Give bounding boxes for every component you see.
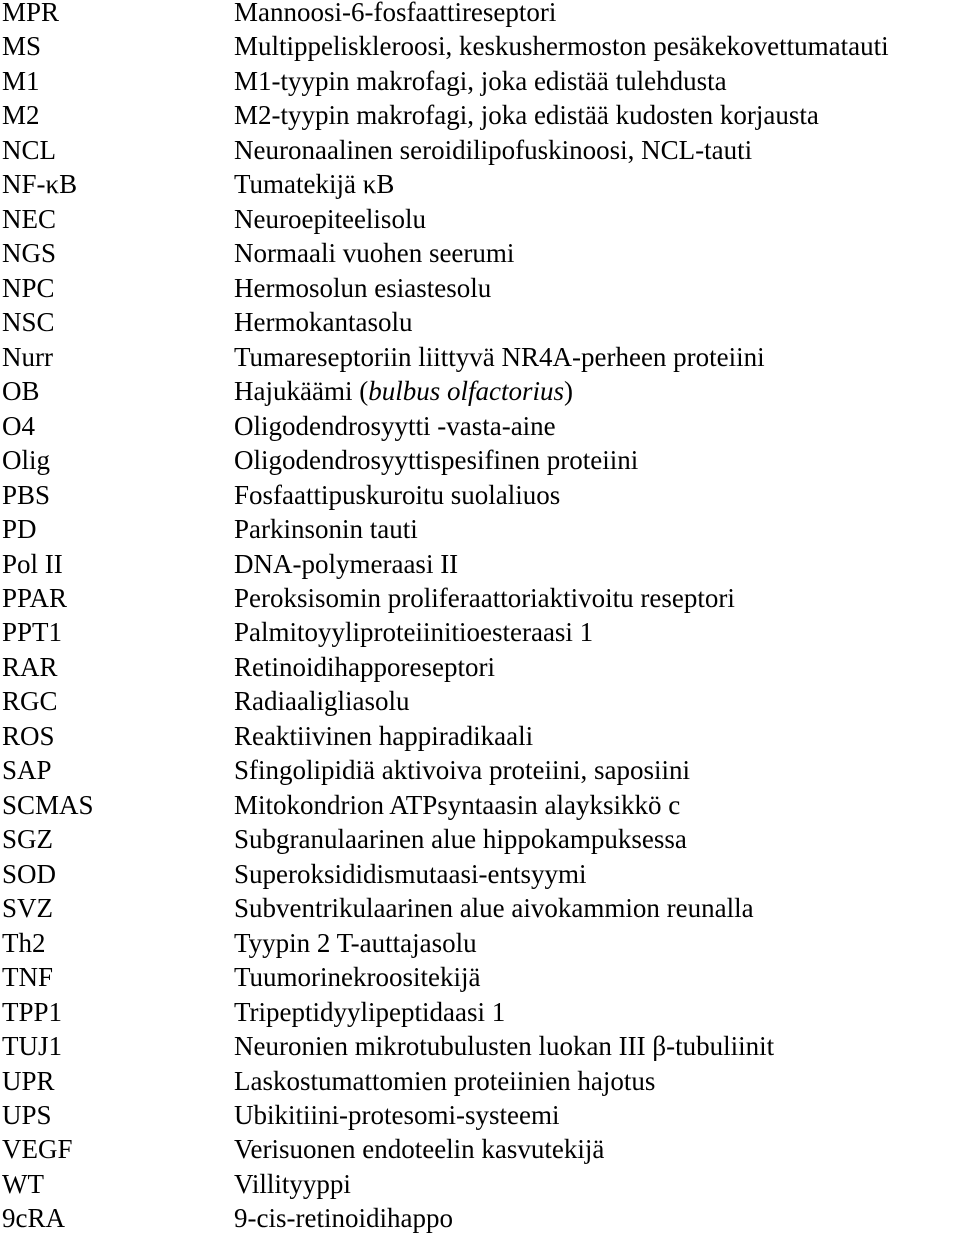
abbreviation-row xyxy=(2,409,960,443)
abbreviation-row xyxy=(2,547,960,581)
abbreviation-row xyxy=(2,615,960,649)
definition: Villityyppi xyxy=(234,1168,351,1199)
abbreviation-row xyxy=(2,29,960,63)
definition: Neuronaalinen seroidilipofuskinoosi, NCL-tauti xyxy=(234,134,753,165)
definition: Mannoosi-6-fosfaattireseptori xyxy=(234,0,557,27)
definition: Tumareseptoriin liittyvä NR4A-perheen proteiini xyxy=(234,341,765,372)
abbreviation-row xyxy=(2,133,960,167)
definition xyxy=(234,374,573,408)
abbreviation-row xyxy=(2,581,960,615)
abbreviation-row xyxy=(2,1064,960,1098)
abbreviation: SAP xyxy=(2,755,52,786)
abbreviation-row xyxy=(2,650,960,684)
abbreviation-row xyxy=(2,512,960,546)
abbreviation: Nurr xyxy=(2,341,53,372)
abbreviation-row xyxy=(2,719,960,753)
abbreviation-list xyxy=(2,0,960,1236)
abbreviation: TNF xyxy=(2,962,54,993)
abbreviation-row xyxy=(2,271,960,305)
abbreviation: Th2 xyxy=(2,927,46,958)
abbreviation: Olig xyxy=(2,445,51,476)
definition-text: ) xyxy=(563,376,573,407)
definition: Hermosolun esiastesolu xyxy=(234,272,492,303)
abbreviation: OB xyxy=(2,376,40,407)
abbreviation: M2 xyxy=(2,100,40,131)
abbreviation-row xyxy=(2,926,960,960)
abbreviation: PD xyxy=(2,514,37,545)
abbreviation-row xyxy=(2,684,960,718)
definition: Tuumorinekroositekijä xyxy=(234,962,481,993)
abbreviation-row xyxy=(2,788,960,822)
abbreviation: RAR xyxy=(2,651,58,682)
abbreviation-row xyxy=(2,1132,960,1166)
abbreviation-row xyxy=(2,995,960,1029)
abbreviation: PBS xyxy=(2,479,51,510)
definition: Retinoidihapporeseptori xyxy=(234,651,495,682)
abbreviation-row xyxy=(2,305,960,339)
abbreviation-row xyxy=(2,374,960,408)
abbreviation-row xyxy=(2,960,960,994)
definition: Mitokondrion ATPsyntaasin alayksikkö c xyxy=(234,789,681,820)
definition: Palmitoyyliproteiinitioesteraasi 1 xyxy=(234,617,594,648)
abbreviation-row xyxy=(2,891,960,925)
abbreviation-row xyxy=(2,167,960,201)
definition: Oligodendrosyytti -vasta-aine xyxy=(234,410,556,441)
abbreviation: NCL xyxy=(2,134,56,165)
abbreviation: NGS xyxy=(2,238,57,269)
definition: 9-cis-retinoidihappo xyxy=(234,1203,453,1234)
abbreviation: M1 xyxy=(2,65,40,96)
abbreviation: PPAR xyxy=(2,582,68,613)
definition: Normaali vuohen seerumi xyxy=(234,238,515,269)
definition-text: Hajukäämi ( xyxy=(234,376,369,407)
abbreviation-row xyxy=(2,1029,960,1063)
abbreviation: 9cRA xyxy=(2,1203,65,1234)
definition: Multippeliskleroosi, keskushermoston pesäkekovettumatauti xyxy=(234,31,889,62)
abbreviation: UPR xyxy=(2,1065,55,1096)
abbreviation: ROS xyxy=(2,720,55,751)
definition: Hermokantasolu xyxy=(234,307,413,338)
definition: Peroksisomin proliferaattoriaktivoitu reseptori xyxy=(234,582,735,613)
definition: Tumatekijä κB xyxy=(234,169,395,200)
definition: Parkinsonin tauti xyxy=(234,514,418,545)
abbreviation-row xyxy=(2,822,960,856)
abbreviation: SGZ xyxy=(2,824,54,855)
abbreviation: UPS xyxy=(2,1100,52,1130)
abbreviation-row xyxy=(2,1167,960,1201)
definition: Radiaaligliasolu xyxy=(234,686,410,717)
abbreviation: VEGF xyxy=(2,1134,73,1165)
abbreviation: NSC xyxy=(2,307,55,338)
definition: M1-tyypin makrofagi, joka edistää tulehdusta xyxy=(234,65,727,96)
abbreviation: SOD xyxy=(2,858,57,889)
definition: Oligodendrosyyttispesifinen proteiini xyxy=(234,445,639,476)
abbreviation: TUJ1 xyxy=(2,1031,62,1062)
latin-term: bulbus olfactorius xyxy=(368,376,564,407)
abbreviation: PPT1 xyxy=(2,617,63,648)
abbreviation-row xyxy=(2,1201,960,1235)
abbreviation-row xyxy=(2,443,960,477)
abbreviation: O4 xyxy=(2,410,35,441)
definition: Subventrikulaarinen alue aivokammion reunalla xyxy=(234,893,754,924)
abbreviation-row xyxy=(2,202,960,236)
abbreviation: Pol II xyxy=(2,548,63,579)
definition: Ubikitiini-protesomi-systeemi xyxy=(234,1100,560,1130)
abbreviation: WT xyxy=(2,1168,44,1199)
abbreviation: MS xyxy=(2,31,42,62)
abbreviation-row xyxy=(2,857,960,891)
definition: Verisuonen endoteelin kasvutekijä xyxy=(234,1134,605,1165)
definition: Superoksididismutaasi-entsyymi xyxy=(234,858,587,889)
definition: Tripeptidyylipeptidaasi 1 xyxy=(234,996,506,1027)
abbreviation: TPP1 xyxy=(2,996,63,1027)
abbreviation: RGC xyxy=(2,686,58,717)
definition: Neuroepiteelisolu xyxy=(234,203,426,234)
definition: Reaktiivinen happiradikaali xyxy=(234,720,534,751)
definition: Neuronien mikrotubulusten luokan III β-tubuliinit xyxy=(234,1031,775,1062)
abbreviation-row xyxy=(2,1098,960,1132)
abbreviation-row xyxy=(2,236,960,270)
abbreviation: SVZ xyxy=(2,893,54,924)
abbreviation-row xyxy=(2,478,960,512)
abbreviation: NPC xyxy=(2,272,55,303)
definition: DNA-polymeraasi II xyxy=(234,548,459,579)
abbreviation-row xyxy=(2,0,960,29)
definition: Laskostumattomien proteiinien hajotus xyxy=(234,1065,656,1096)
definition: Subgranulaarinen alue hippokampuksessa xyxy=(234,824,687,855)
abbreviation-row xyxy=(2,98,960,132)
abbreviation: MPR xyxy=(2,0,60,27)
abbreviation-row xyxy=(2,340,960,374)
abbreviation-row xyxy=(2,64,960,98)
abbreviation: NF-κB xyxy=(2,169,78,200)
definition: Tyypin 2 T-auttajasolu xyxy=(234,927,477,958)
abbreviation-row xyxy=(2,753,960,787)
definition: Fosfaattipuskuroitu suolaliuos xyxy=(234,479,561,510)
definition: Sfingolipidiä aktivoiva proteiini, saposiini xyxy=(234,755,690,786)
definition: M2-tyypin makrofagi, joka edistää kudosten korjausta xyxy=(234,100,819,131)
abbreviation: NEC xyxy=(2,203,56,234)
abbreviation: SCMAS xyxy=(2,789,94,820)
